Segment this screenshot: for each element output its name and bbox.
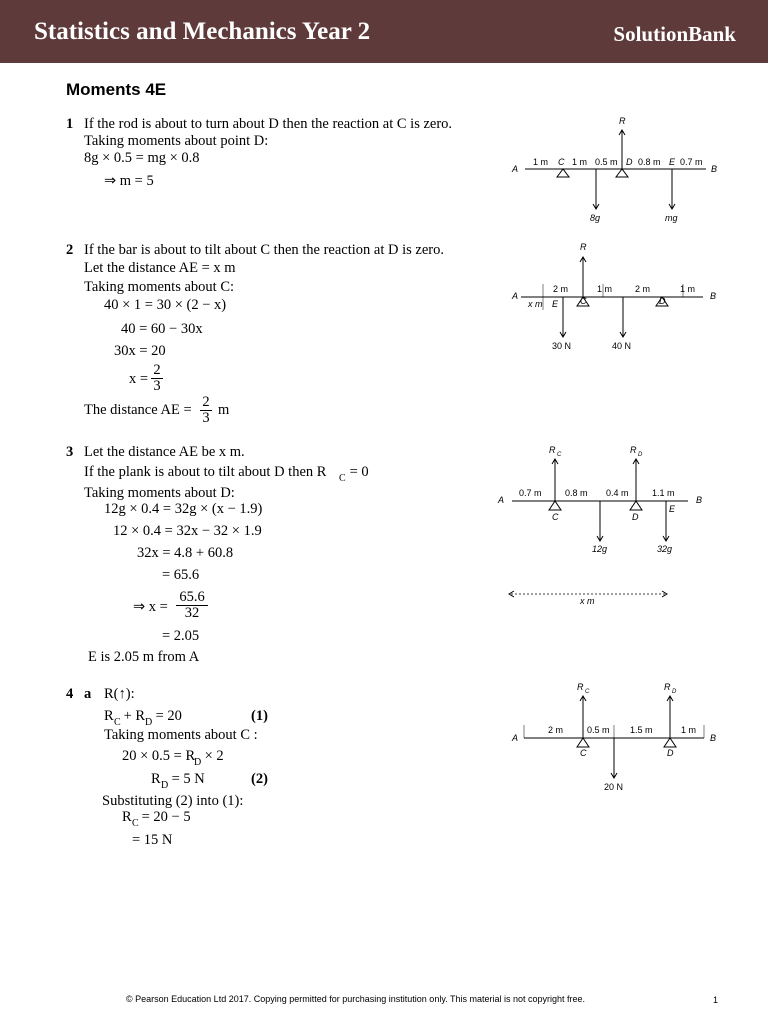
end-label: A: [512, 291, 519, 301]
distance-label: 0.5 m: [595, 157, 618, 167]
distance-label: 1 m: [533, 157, 549, 167]
q4-equation: R: [104, 708, 114, 724]
distance-label: 1.5 m: [630, 725, 653, 735]
subscript: D: [194, 757, 202, 768]
q2-line: Let the distance AE = x m: [84, 260, 236, 276]
point-label: C: [552, 512, 559, 522]
distance-label: 2 m: [635, 284, 651, 294]
end-label: B: [710, 733, 717, 743]
q1-result: ⇒ m = 5: [104, 173, 154, 189]
fraction: $\frac{65.6}{32}$: [176, 590, 208, 621]
distance-label: 0.7 m: [519, 488, 542, 498]
q2-equation: x =: [129, 371, 149, 387]
q3-equation: 12g × 0.4 = 32g × (x − 1.9): [104, 501, 263, 517]
force-label: R: [580, 242, 587, 252]
subscript: C: [132, 818, 139, 829]
subscript: C: [585, 689, 590, 695]
q4-line: Substituting (2) into (1):: [102, 793, 244, 809]
point-label: C: [558, 157, 565, 167]
book-title: Statistics and Mechanics Year 2: [34, 18, 371, 45]
distance-label: 1 m: [681, 725, 697, 735]
force-label: R: [664, 682, 671, 692]
distance-label: 0.4 m: [606, 488, 629, 498]
subscript: C: [339, 473, 346, 484]
q3-equation: = 65.6: [162, 567, 200, 583]
question-part: a: [84, 686, 92, 702]
subscript: D: [145, 717, 153, 728]
q4-equation: = 20 − 5: [138, 809, 191, 825]
q3-equation: 12 × 0.4 = 32x − 32 × 1.9: [113, 523, 262, 539]
q3-equation: = 2.05: [162, 628, 200, 644]
distance-label: 0.8 m: [565, 488, 588, 498]
force-label: 40 N: [612, 341, 632, 351]
distance-label: 1 m: [680, 284, 696, 294]
end-label: B: [696, 495, 703, 505]
subscript: D: [672, 689, 677, 695]
point-label: D: [632, 512, 639, 522]
point-label: C: [580, 296, 587, 306]
unit: m: [218, 402, 230, 418]
point-label: D: [667, 748, 674, 758]
q3-line: Taking moments about D:: [84, 485, 235, 501]
section-title: Moments 4E: [66, 80, 167, 99]
distance-label: 1 m: [572, 157, 588, 167]
q4-equation: = 5 N: [168, 771, 205, 787]
q4-equation: R: [122, 809, 132, 825]
brand-name: SolutionBank: [613, 22, 736, 46]
distance-label: 0.7 m: [680, 157, 703, 167]
force-label: mg: [665, 213, 678, 223]
subscript: C: [557, 452, 562, 458]
q4-equation: × 2: [201, 748, 224, 764]
subscript: D: [638, 452, 643, 458]
q4-equation: + R: [120, 708, 146, 724]
q3-equation: ⇒ x =: [133, 599, 168, 615]
force-label: R: [577, 682, 584, 692]
subscript: D: [161, 780, 169, 791]
equation-ref: (2): [251, 771, 268, 787]
q1-equation: 8g × 0.5 = mg × 0.8: [84, 150, 200, 166]
force-label: 30 N: [552, 341, 572, 351]
q3-equation: 32x = 4.8 + 60.8: [137, 545, 234, 561]
distance-label: x m: [580, 596, 595, 606]
distance-label: 1.1 m: [652, 488, 675, 498]
fraction: $\frac{2}{3}$: [151, 363, 163, 394]
q2-equation: 40 = 60 − 30x: [121, 321, 203, 337]
end-label: A: [512, 164, 519, 174]
q4-equation: R: [151, 771, 161, 787]
q4-equation: = 15 N: [132, 832, 173, 848]
q4-line: R(↑):: [104, 686, 135, 702]
distance-label: 2 m: [548, 725, 564, 735]
end-label: A: [498, 495, 505, 505]
q1-line: Taking moments about point D:: [84, 133, 269, 149]
subscript: C: [114, 717, 121, 728]
point-label: D: [659, 296, 666, 306]
force-label: 32g: [657, 544, 673, 554]
end-label: B: [711, 164, 718, 174]
distance-label: 2 m: [553, 284, 569, 294]
q3-line: If the plank is about to tilt about D then R: [84, 464, 327, 480]
question-number: 4: [66, 686, 74, 702]
distance-label: 1 m: [597, 284, 613, 294]
distance-label: x m: [528, 299, 543, 309]
force-label: R: [619, 116, 626, 126]
q2-line: If the bar is about to tilt about C then the reaction at D is zero.: [84, 242, 444, 258]
force-label: R: [630, 445, 637, 455]
point-label: E: [669, 504, 676, 514]
force-label: 20 N: [604, 782, 624, 792]
distance-label: 0.5 m: [587, 725, 610, 735]
q4-equation: 20 × 0.5 = R: [122, 748, 196, 764]
q2-equation: 40 × 1 = 30 × (2 − x): [104, 297, 227, 313]
q3-conclusion: E is 2.05 m from A: [88, 649, 200, 665]
force-label: 12g: [592, 544, 608, 554]
q3-line: = 0: [346, 464, 369, 480]
point-label: E: [669, 157, 676, 167]
point-label: D: [626, 157, 633, 167]
end-label: A: [512, 733, 519, 743]
force-label: R: [549, 445, 556, 455]
q4-line: Taking moments about C :: [104, 727, 258, 743]
q2-conclusion: The distance AE =: [84, 402, 192, 418]
q2-equation: 30x = 20: [114, 343, 166, 359]
fraction: $\frac{2}{3}$: [200, 395, 212, 426]
question-number: 3: [66, 444, 74, 460]
q1-line: If the rod is about to turn about D then the reaction at C is zero.: [84, 116, 453, 132]
distance-label: 0.8 m: [638, 157, 661, 167]
copyright-notice: © Pearson Education Ltd 2017. Copying permitted for purchasing institution only. This material is not copyright free.: [126, 994, 586, 1004]
equation-ref: (1): [251, 708, 268, 724]
point-label: E: [552, 299, 559, 309]
question-number: 1: [66, 116, 74, 132]
q2-line: Taking moments about C:: [84, 279, 235, 295]
q3-line: Let the distance AE be x m.: [84, 444, 245, 460]
q4-equation: = 20: [152, 708, 182, 724]
end-label: B: [710, 291, 717, 301]
point-label: C: [580, 748, 587, 758]
question-number: 2: [66, 242, 74, 258]
page-number: 1: [713, 995, 719, 1005]
force-label: 8g: [590, 213, 601, 223]
